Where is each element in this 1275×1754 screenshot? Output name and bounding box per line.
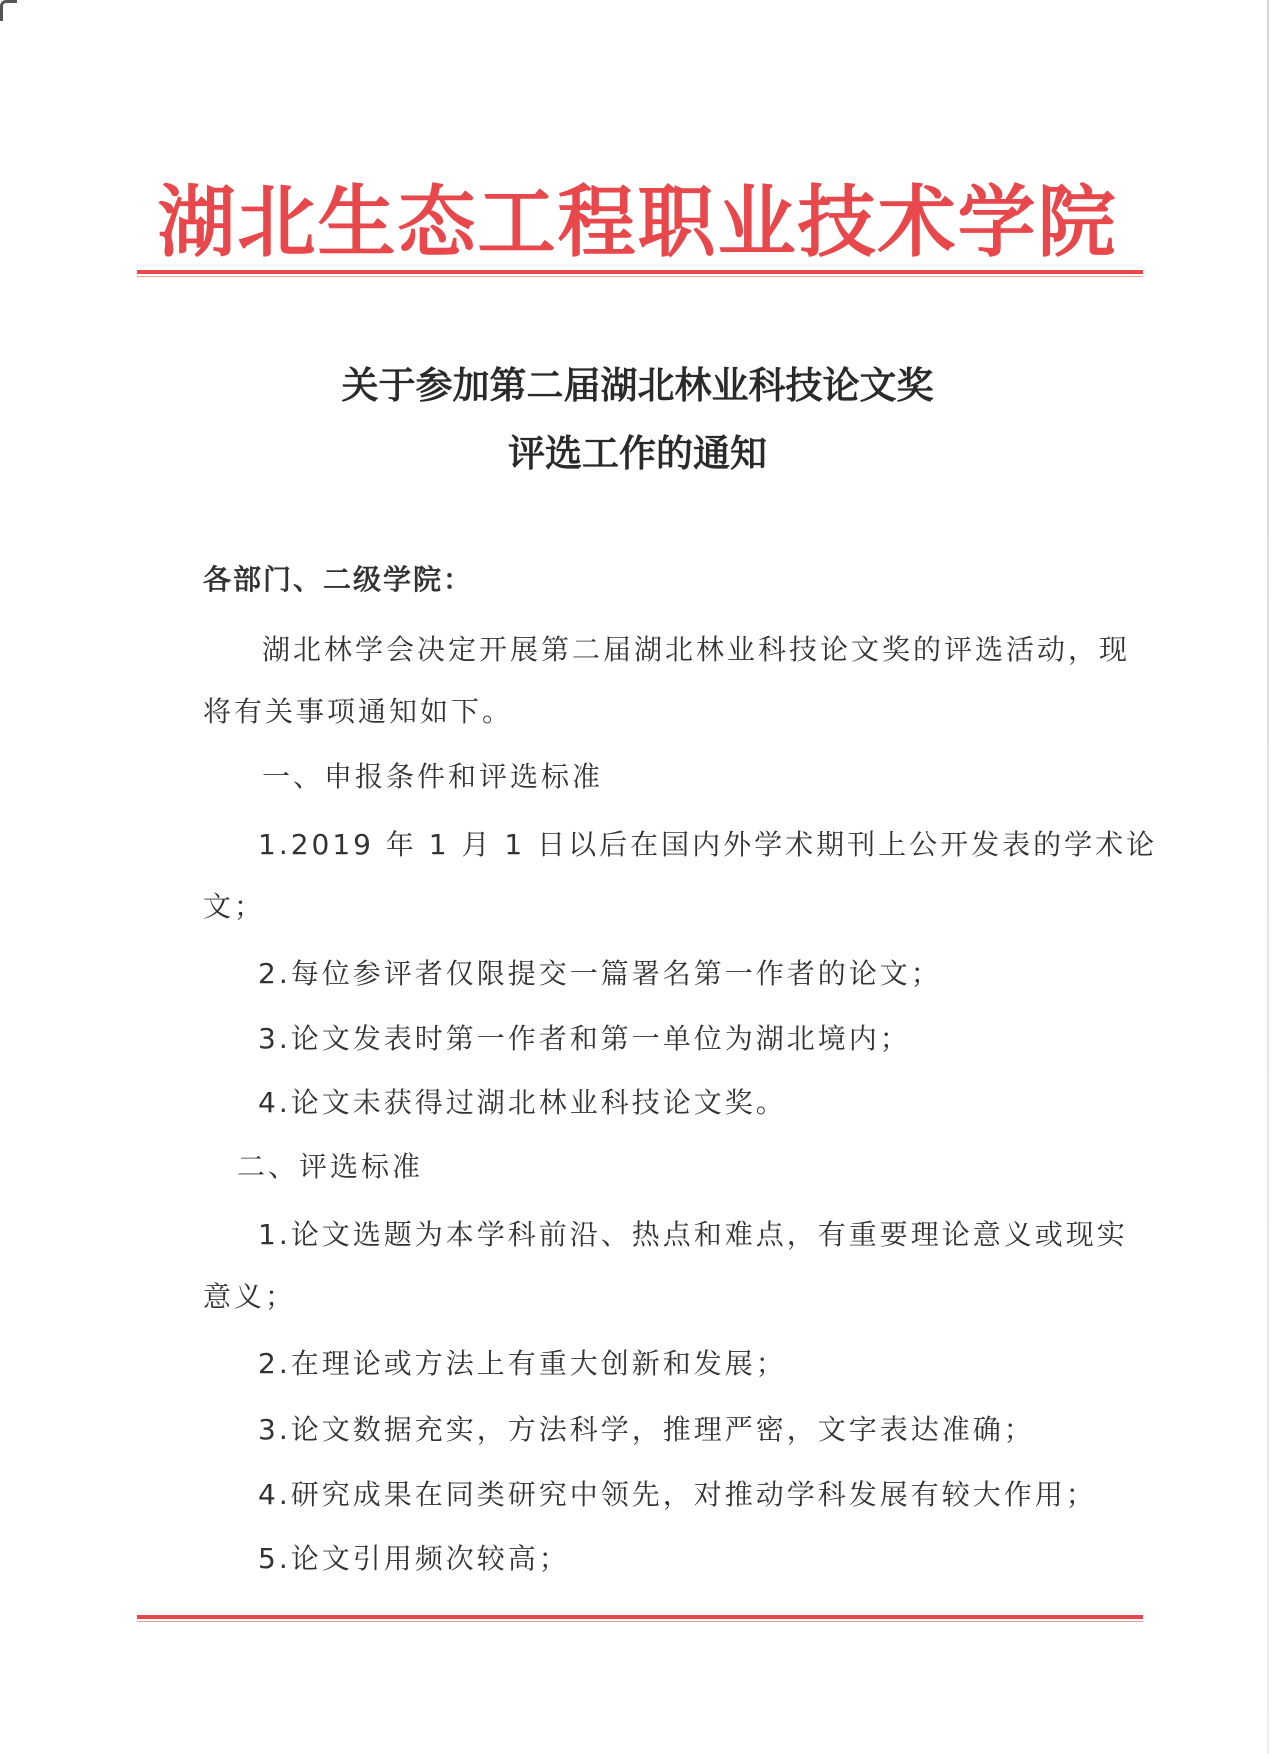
- scan-corner-mark: [0, 0, 17, 21]
- section-1-item-4: 4.论文未获得过湖北林业科技论文奖。: [258, 1086, 787, 1119]
- section-1-heading: 一、申报条件和评选标准: [262, 760, 604, 793]
- section-2-item-1-line-1: 1.论文选题为本学科前沿、热点和难点，有重要理论意义或现实: [258, 1218, 1128, 1251]
- masthead-red-rule: [137, 270, 1143, 277]
- section-1-item-1-line-1: 1.2019 年 1 月 1 日以后在国内外学术期刊上公开发表的学术论: [258, 828, 1158, 861]
- section-1-item-3: 3.论文发表时第一作者和第一单位为湖北境内；: [258, 1022, 911, 1055]
- section-2-heading: 二、评选标准: [237, 1150, 424, 1183]
- salutation: 各部门、二级学院：: [203, 563, 474, 596]
- section-2-item-4: 4.研究成果在同类研究中领先，对推动学科发展有较大作用；: [258, 1478, 1097, 1511]
- section-1-item-1-line-2: 文；: [203, 890, 266, 923]
- section-2-item-5: 5.论文引用频次较高；: [258, 1542, 570, 1575]
- intro-paragraph-line-2: 将有关事项通知如下。: [203, 695, 514, 728]
- section-2-item-2: 2.在理论或方法上有重大创新和发展；: [258, 1347, 787, 1380]
- footer-red-rule: [137, 1615, 1143, 1622]
- institution-masthead: 湖北生态工程职业技术学院: [157, 177, 1118, 268]
- document-title-line-2: 评选工作的通知: [508, 431, 767, 475]
- section-1-item-2: 2.每位参评者仅限提交一篇署名第一作者的论文；: [258, 957, 942, 990]
- intro-paragraph-line-1: 湖北林学会决定开展第二届湖北林业科技论文奖的评选活动，现: [262, 633, 1131, 666]
- section-2-item-1-line-2: 意义；: [203, 1280, 297, 1313]
- section-2-item-3: 3.论文数据充实，方法科学，推理严密，文字表达准确；: [258, 1413, 1035, 1446]
- document-title-line-1: 关于参加第二届湖北林业科技论文奖: [341, 363, 934, 407]
